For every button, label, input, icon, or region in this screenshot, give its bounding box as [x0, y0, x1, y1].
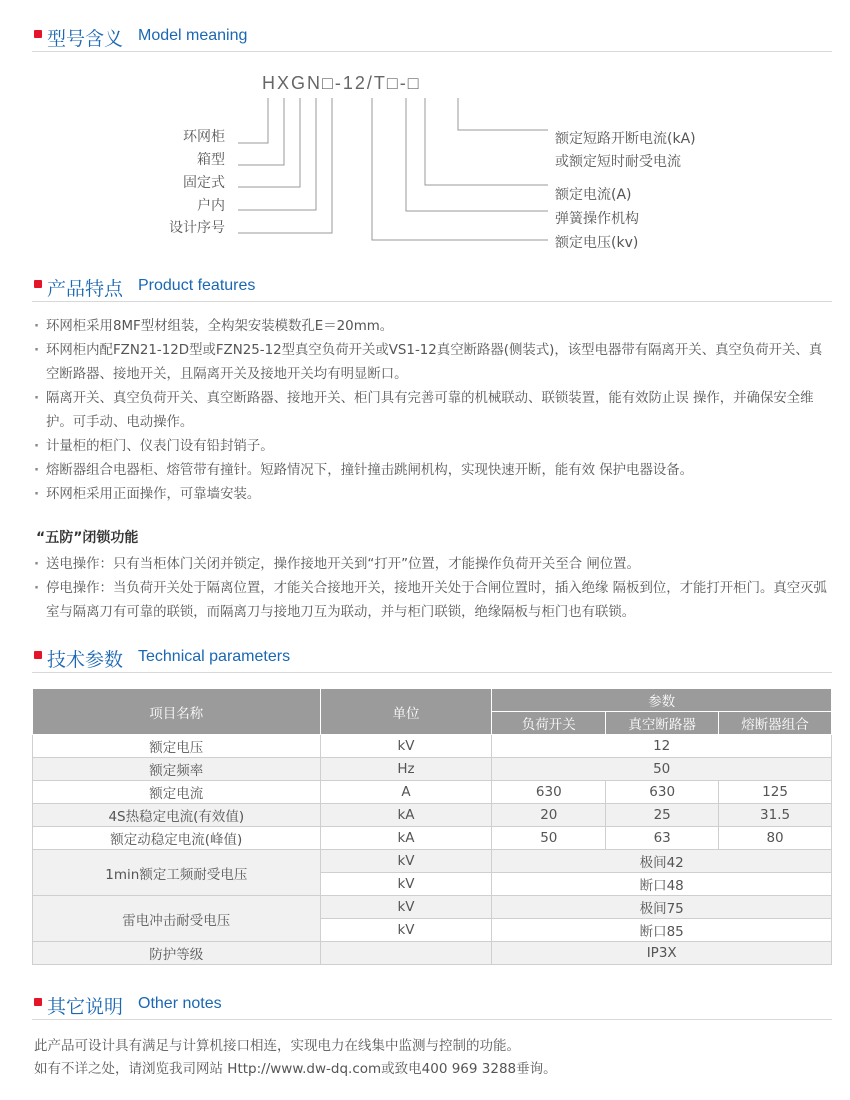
cell-value: 80 — [719, 827, 832, 850]
cell-unit: kV — [320, 919, 492, 942]
cell-value: IP3X — [492, 942, 832, 965]
cell-name: 防护等级 — [33, 942, 321, 965]
header-vacuum-breaker: 真空断路器 — [606, 712, 719, 735]
section-title-en: Product features — [138, 277, 256, 294]
cell-value: 25 — [606, 804, 719, 827]
section-title-zh: 型号含义 — [47, 28, 124, 50]
section-header-technical — [32, 643, 832, 673]
table-row — [33, 804, 832, 827]
cell-name: 1min额定工频耐受电压 — [33, 850, 321, 896]
bullet-square-icon — [34, 280, 42, 288]
table-row — [33, 850, 832, 873]
other-notes — [34, 1035, 557, 1081]
section-title-zh: 产品特点 — [47, 278, 124, 300]
label-design-serial: 设计序号 — [169, 220, 225, 236]
cell-name: 额定电流 — [33, 781, 321, 804]
technical-parameters-table — [32, 688, 832, 965]
cell-value: 63 — [606, 827, 719, 850]
list-item: · 熔断器组合电器柜、熔管带有撞针。短路情况下，撞针撞击跳闸机构，实现快速开断，能有效 保护电器设备。 — [32, 459, 832, 483]
bullet-square-icon — [34, 998, 42, 1006]
section-header-features — [32, 272, 832, 302]
cell-value: 630 — [492, 781, 606, 804]
label-rated-voltage: 额定电压(kv) — [555, 235, 639, 251]
label-withstand-current: 或额定短时耐受电流 — [555, 154, 681, 170]
model-code: HXGN□-12/T□-□ — [262, 73, 421, 93]
cell-value: 断口48 — [492, 873, 832, 896]
section-title-zh: 技术参数 — [47, 649, 124, 671]
cell-unit: kV — [320, 735, 492, 758]
label-spring-mechanism: 弹簧操作机构 — [555, 211, 639, 227]
header-load-switch: 负荷开关 — [492, 712, 606, 735]
table-row — [33, 827, 832, 850]
list-item: · 送电操作：只有当柜体门关闭并锁定，操作接地开关到“打开”位置，才能操作负荷开关至合 闸位置。 — [32, 553, 832, 577]
cell-unit: Hz — [320, 758, 492, 781]
section-header-model — [32, 22, 832, 52]
cell-value: 50 — [492, 758, 832, 781]
model-meaning-diagram — [0, 60, 850, 260]
cell-value: 20 — [492, 804, 606, 827]
list-item: · 环网柜采用8MF型材组装，全构架安装模数孔E＝20mm。 — [32, 315, 832, 339]
header-item-name: 项目名称 — [33, 689, 321, 735]
cell-name: 雷电冲击耐受电压 — [33, 896, 321, 942]
table-row — [33, 942, 832, 965]
table-row — [33, 735, 832, 758]
label-fixed-type: 固定式 — [183, 175, 225, 191]
table-row — [33, 781, 832, 804]
cell-unit: kV — [320, 850, 492, 873]
cell-value: 50 — [492, 827, 606, 850]
note-line: 如有不详之处，请浏览我司网站 Http://www.dw-dq.com或致电400 969 3288垂询。 — [34, 1061, 557, 1077]
cell-value: 断口85 — [492, 919, 832, 942]
table-row — [33, 896, 832, 919]
cell-name: 4S热稳定电流(有效值) — [33, 804, 321, 827]
section-title-en: Other notes — [138, 995, 222, 1012]
list-item: · 计量柜的柜门、仪表门设有铅封销子。 — [32, 435, 832, 459]
cell-value: 极间75 — [492, 896, 832, 919]
list-item: · 环网柜内配FZN21-12D型或FZN25-12型真空负荷开关或VS1-12真空断路器(侧装式)，该型电器带有隔离开关、真空负荷开关、真空断路器、接地开关，且隔离开关及接地开关均有明显断口。 — [32, 339, 832, 387]
list-item: · 环网柜采用正面操作，可靠墙安装。 — [32, 483, 832, 507]
label-ring-main-unit: 环网柜 — [183, 129, 225, 145]
cell-name: 额定电压 — [33, 735, 321, 758]
interlock-title: “五防”闭锁功能 — [36, 530, 139, 546]
header-fuse-combination: 熔断器组合 — [719, 712, 832, 735]
cell-unit: kV — [320, 896, 492, 919]
section-title-en: Model meaning — [138, 27, 248, 44]
bullet-square-icon — [34, 651, 42, 659]
note-line: 此产品可设计具有满足与计算机接口相连，实现电力在线集中监测与控制的功能。 — [34, 1038, 520, 1054]
table-row — [33, 758, 832, 781]
list-item: · 停电操作：当负荷开关处于隔离位置，才能关合接地开关，接地开关处于合闸位置时，插入绝缘 隔板到位，才能打开柜门。真空灭弧室与隔离刀有可靠的联锁，而隔离刀与接地刀互为联动，并与柜门联锁，绝缘隔板与柜门也有联锁。 — [32, 577, 832, 625]
cell-unit: kV — [320, 873, 492, 896]
cell-name: 额定动稳定电流(峰值) — [33, 827, 321, 850]
label-indoor: 户内 — [197, 198, 225, 214]
section-title-zh: 其它说明 — [47, 996, 124, 1018]
section-title-en: Technical parameters — [138, 648, 291, 665]
cell-value: 125 — [719, 781, 832, 804]
label-rated-current: 额定电流(A) — [555, 187, 632, 203]
section-header-notes — [32, 990, 832, 1020]
cell-name: 额定频率 — [33, 758, 321, 781]
list-item: · 隔离开关、真空负荷开关、真空断路器、接地开关、柜门具有完善可靠的机械联动、联锁装置，能有效防止误 操作，并确保安全维护。可手动、电动操作。 — [32, 387, 832, 435]
cell-value: 630 — [606, 781, 719, 804]
bullet-square-icon — [34, 30, 42, 38]
table-header-row — [33, 689, 832, 712]
cell-unit: A — [320, 781, 492, 804]
label-breaking-current: 额定短路开断电流(kA) — [555, 131, 696, 147]
label-box-type: 箱型 — [197, 152, 225, 168]
cell-value: 极间42 — [492, 850, 832, 873]
cell-value: 31.5 — [719, 804, 832, 827]
header-unit: 单位 — [320, 689, 492, 735]
cell-unit: kA — [320, 827, 492, 850]
cell-unit: kA — [320, 804, 492, 827]
header-params: 参数 — [492, 689, 832, 712]
cell-value: 12 — [492, 735, 832, 758]
features-list — [32, 315, 832, 507]
diagram-connector-lines — [0, 60, 850, 260]
interlock-list — [32, 553, 832, 625]
cell-unit — [320, 942, 492, 965]
